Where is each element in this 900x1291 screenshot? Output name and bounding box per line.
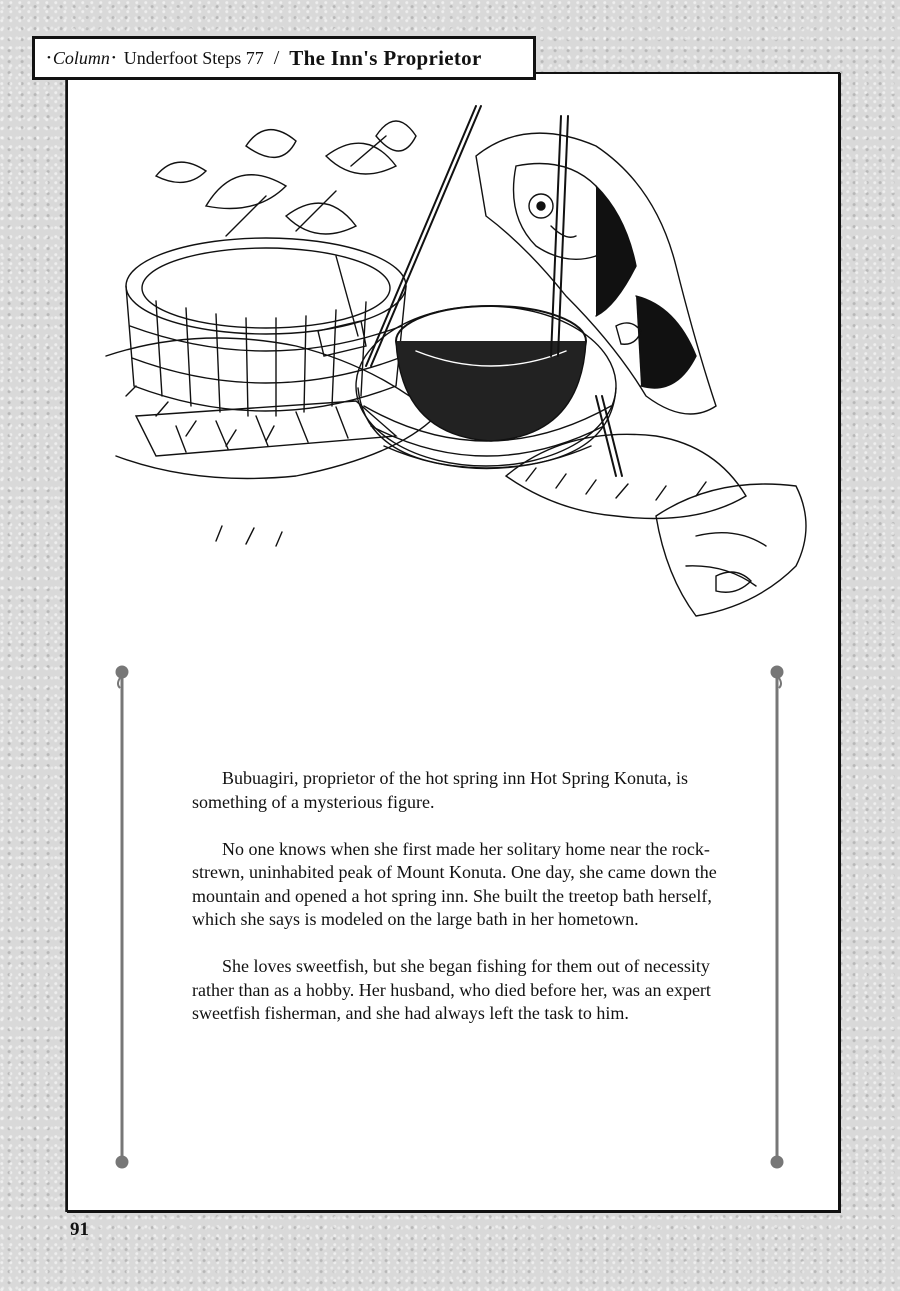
series-label: Underfoot Steps 77 bbox=[123, 47, 264, 68]
paragraph: No one knows when she first made her solitary home near the rock-strewn, uninhabited peak of Mount Konuta. One day, she came down the mountain and opened a hot spring inn. She built the treetop bath herself, which she says is modeled on the large bath in her hometown. bbox=[192, 838, 717, 929]
hot-spring-bath-illustration-icon bbox=[96, 96, 822, 626]
header-separator: / bbox=[273, 46, 280, 69]
paragraph: She loves sweetfish, but she began fishing for them out of necessity rather than as a hobby. Her husband, who died before her, was an expert sweetfish fisherman, and she had always left the task to him. bbox=[192, 956, 711, 1023]
header-bullet-right: • bbox=[111, 52, 116, 64]
header-bullet-left: • bbox=[47, 52, 51, 64]
column-label: Column bbox=[52, 47, 110, 68]
page-title: The Inn's Proprietor bbox=[289, 45, 482, 70]
page-number: 91 bbox=[70, 1219, 89, 1240]
body-text bbox=[192, 767, 722, 1049]
paragraph: Bubuagiri, proprietor of the hot spring inn Hot Spring Konuta, is something of a mysterious figure. bbox=[192, 768, 688, 812]
column-header bbox=[32, 36, 536, 80]
